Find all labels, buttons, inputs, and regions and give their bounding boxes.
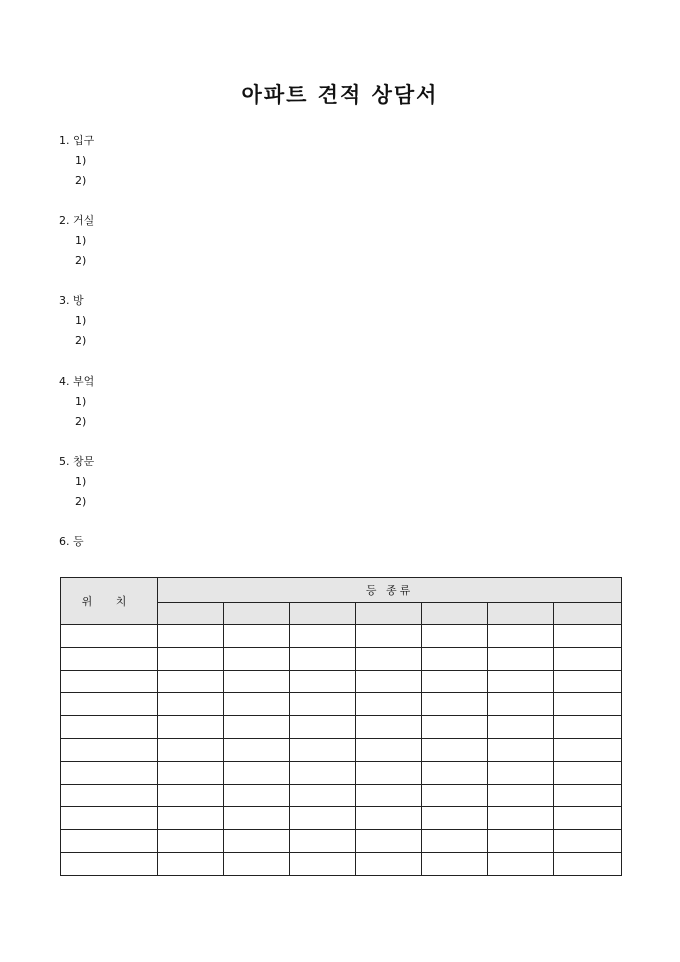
lamp-cell[interactable] xyxy=(290,807,356,830)
lamp-cell[interactable] xyxy=(224,738,290,761)
lamp-cell[interactable] xyxy=(224,670,290,693)
lamp-cell[interactable] xyxy=(224,784,290,807)
location-cell[interactable] xyxy=(61,807,158,830)
lamp-cell[interactable] xyxy=(224,852,290,875)
lamp-cell[interactable] xyxy=(158,647,224,670)
section-kitchen xyxy=(59,372,94,432)
table-row xyxy=(61,738,622,761)
lamp-cell[interactable] xyxy=(554,647,622,670)
lamp-cell[interactable] xyxy=(224,761,290,784)
lamp-cell[interactable] xyxy=(158,693,224,716)
section-item: 2) xyxy=(75,334,87,347)
lamp-cell[interactable] xyxy=(422,693,488,716)
lamp-cell[interactable] xyxy=(290,716,356,739)
lamp-cell[interactable] xyxy=(422,830,488,853)
lamp-cell[interactable] xyxy=(422,647,488,670)
lamp-type-column-cell[interactable] xyxy=(488,603,554,625)
lamp-cell[interactable] xyxy=(290,830,356,853)
lamp-cell[interactable] xyxy=(290,647,356,670)
section-window xyxy=(59,452,94,512)
lamp-cell[interactable] xyxy=(158,807,224,830)
lamp-cell[interactable] xyxy=(356,647,422,670)
lamp-type-column-cell[interactable] xyxy=(158,603,224,625)
section-living-room xyxy=(59,211,94,271)
lamp-cell[interactable] xyxy=(554,784,622,807)
location-cell[interactable] xyxy=(61,738,158,761)
location-cell[interactable] xyxy=(61,647,158,670)
lamp-cell[interactable] xyxy=(488,852,554,875)
lamp-cell[interactable] xyxy=(158,716,224,739)
lamp-cell[interactable] xyxy=(554,852,622,875)
lamp-cell[interactable] xyxy=(422,807,488,830)
lamp-cell[interactable] xyxy=(488,693,554,716)
lamp-cell[interactable] xyxy=(356,807,422,830)
lamp-cell[interactable] xyxy=(290,670,356,693)
section-lights xyxy=(59,532,84,552)
lamp-cell[interactable] xyxy=(422,852,488,875)
lamp-cell[interactable] xyxy=(488,761,554,784)
section-item: 1) xyxy=(75,475,87,488)
lamp-cell[interactable] xyxy=(422,670,488,693)
lamp-cell[interactable] xyxy=(158,852,224,875)
lamp-cell[interactable] xyxy=(290,693,356,716)
lamp-type-column-cell[interactable] xyxy=(290,603,356,625)
lamp-cell[interactable] xyxy=(158,625,224,648)
location-cell[interactable] xyxy=(61,852,158,875)
lamp-table xyxy=(60,577,622,876)
lamp-cell[interactable] xyxy=(158,738,224,761)
lamp-cell[interactable] xyxy=(224,693,290,716)
lamp-cell[interactable] xyxy=(488,830,554,853)
lamp-cell[interactable] xyxy=(158,784,224,807)
section-item: 1) xyxy=(75,154,87,167)
lamp-cell[interactable] xyxy=(488,647,554,670)
lamp-cell[interactable] xyxy=(290,738,356,761)
lamp-cell[interactable] xyxy=(488,807,554,830)
lamp-cell[interactable] xyxy=(290,784,356,807)
section-heading: 3. 방 xyxy=(59,294,84,307)
lamp-cell[interactable] xyxy=(224,647,290,670)
lamp-cell[interactable] xyxy=(356,738,422,761)
table-row xyxy=(61,647,622,670)
lamp-cell[interactable] xyxy=(488,738,554,761)
lamp-cell[interactable] xyxy=(290,761,356,784)
lamp-cell[interactable] xyxy=(356,670,422,693)
section-heading: 1. 입구 xyxy=(59,134,95,147)
lamp-cell[interactable] xyxy=(422,761,488,784)
section-heading: 5. 창문 xyxy=(59,455,95,468)
lamp-cell[interactable] xyxy=(356,852,422,875)
lamp-cell[interactable] xyxy=(290,625,356,648)
lamp-cell[interactable] xyxy=(554,807,622,830)
lamp-cell[interactable] xyxy=(290,852,356,875)
lamp-cell[interactable] xyxy=(224,830,290,853)
section-entrance xyxy=(59,131,94,191)
lamp-cell[interactable] xyxy=(554,761,622,784)
lamp-cell[interactable] xyxy=(422,716,488,739)
location-cell[interactable] xyxy=(61,784,158,807)
lamp-cell[interactable] xyxy=(554,625,622,648)
location-cell[interactable] xyxy=(61,670,158,693)
section-item: 2) xyxy=(75,415,87,428)
lamp-cell[interactable] xyxy=(356,761,422,784)
lamp-cell[interactable] xyxy=(422,738,488,761)
section-item: 1) xyxy=(75,314,87,327)
location-header: 위 치 xyxy=(61,578,158,625)
lamp-cell[interactable] xyxy=(488,784,554,807)
location-cell[interactable] xyxy=(61,830,158,853)
lamp-cell[interactable] xyxy=(224,807,290,830)
lamp-cell[interactable] xyxy=(488,716,554,739)
location-cell[interactable] xyxy=(61,716,158,739)
table-row xyxy=(61,761,622,784)
location-cell[interactable] xyxy=(61,625,158,648)
table-row xyxy=(61,716,622,739)
section-room xyxy=(59,291,86,351)
lamp-cell[interactable] xyxy=(356,830,422,853)
lamp-type-column-cell[interactable] xyxy=(356,603,422,625)
lamp-type-column-cell[interactable] xyxy=(224,603,290,625)
section-item: 2) xyxy=(75,174,87,187)
table-row xyxy=(61,852,622,875)
lamp-cell[interactable] xyxy=(356,716,422,739)
table-row xyxy=(61,784,622,807)
lamp-cell[interactable] xyxy=(488,670,554,693)
section-heading: 4. 부엌 xyxy=(59,375,95,388)
lamp-type-header: 등 종류 xyxy=(158,578,622,603)
lamp-cell[interactable] xyxy=(158,670,224,693)
lamp-cell[interactable] xyxy=(422,784,488,807)
lamp-cell[interactable] xyxy=(356,693,422,716)
lamp-cell[interactable] xyxy=(224,716,290,739)
lamp-type-column-cell[interactable] xyxy=(422,603,488,625)
section-item: 1) xyxy=(75,395,87,408)
section-heading: 2. 거실 xyxy=(59,214,95,227)
lamp-cell[interactable] xyxy=(488,625,554,648)
lamp-cell[interactable] xyxy=(554,670,622,693)
table-row xyxy=(61,625,622,648)
section-item: 1) xyxy=(75,234,87,247)
lamp-type-column-cell[interactable] xyxy=(554,603,622,625)
table-row xyxy=(61,670,622,693)
table-row xyxy=(61,807,622,830)
lamp-cell[interactable] xyxy=(554,830,622,853)
lamp-cell[interactable] xyxy=(356,784,422,807)
lamp-cell[interactable] xyxy=(158,761,224,784)
lamp-cell[interactable] xyxy=(422,625,488,648)
section-item: 2) xyxy=(75,495,87,508)
location-cell[interactable] xyxy=(61,693,158,716)
lamp-cell[interactable] xyxy=(158,830,224,853)
location-cell[interactable] xyxy=(61,761,158,784)
lamp-cell[interactable] xyxy=(554,716,622,739)
section-heading: 6. 등 xyxy=(59,535,84,548)
lamp-cell[interactable] xyxy=(224,625,290,648)
lamp-cell[interactable] xyxy=(356,625,422,648)
lamp-cell[interactable] xyxy=(554,693,622,716)
lamp-cell[interactable] xyxy=(554,738,622,761)
table-row xyxy=(61,830,622,853)
table-row xyxy=(61,693,622,716)
document-title: 아파트 견적 상담서 xyxy=(241,82,439,107)
section-item: 2) xyxy=(75,254,87,267)
